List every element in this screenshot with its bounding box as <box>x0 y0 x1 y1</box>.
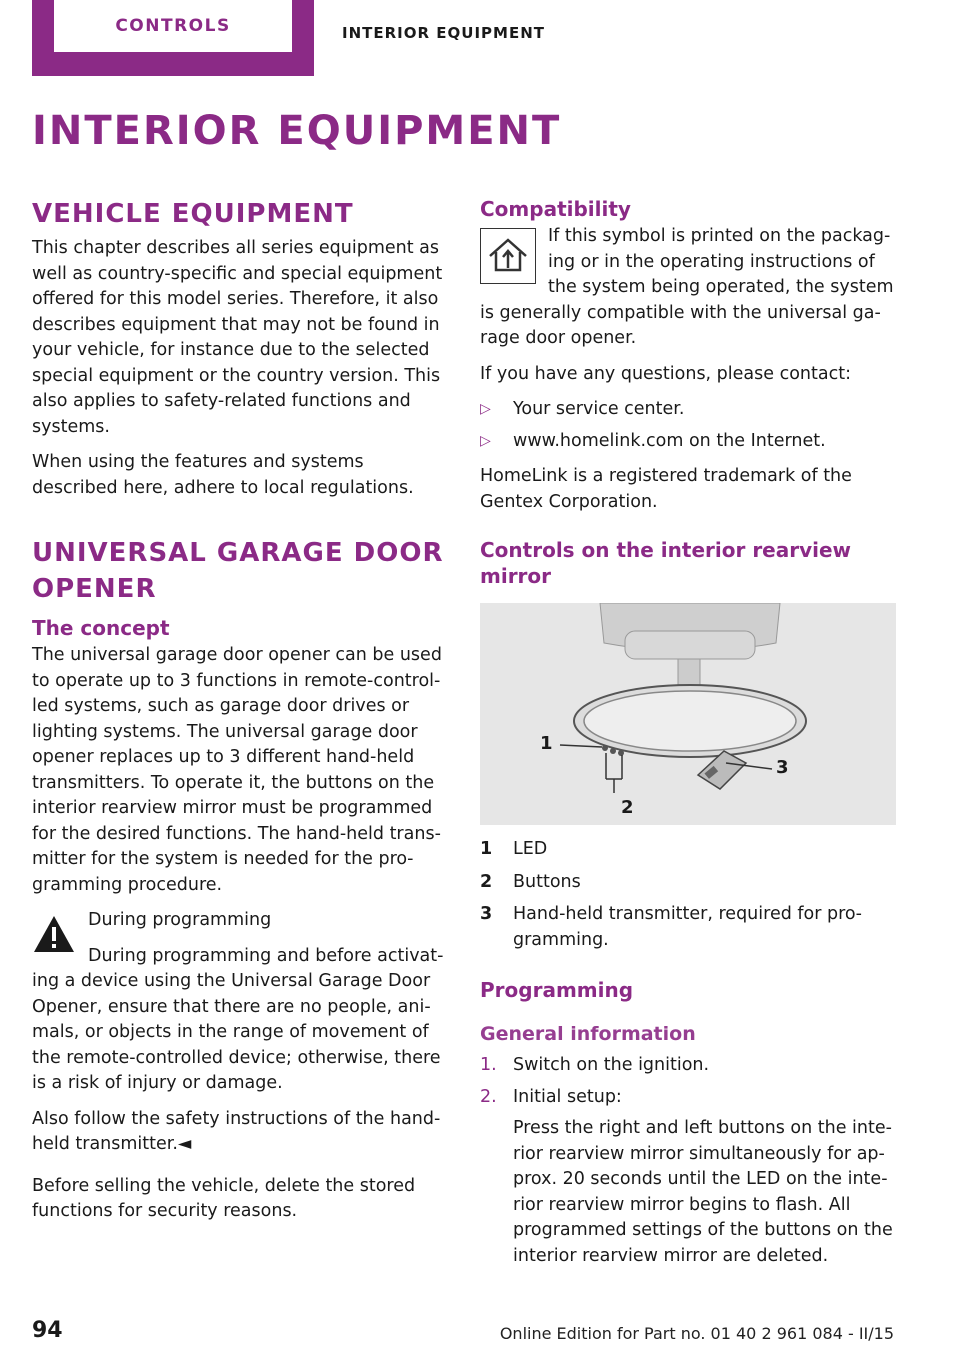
page-number: 94 <box>32 1318 63 1343</box>
warning-title: During programming <box>88 910 272 930</box>
chapter-tab-label: CONTROLS <box>115 16 231 36</box>
list-item: ▷ Your service center. <box>480 397 896 423</box>
legend-row: 2 Buttons <box>480 871 581 892</box>
warning-triangle-icon <box>32 912 76 956</box>
warning-text: During programming and before activating a device using the Universal Garage Door Opener, ensure that there are no people, animals, or objects in the range of movement of the remote-controlled device; otherwise, there is a risk of injury or damage. <box>32 945 444 1093</box>
list-item: 2. Initial setup: Press the right and left buttons on the interior rearview mirror simultaneously for approx. 20 seconds until the LED on the interior rearview mirror begins to flash. All programmed settings of the buttons on the interior rearview mirror are deleted. <box>480 1085 896 1270</box>
triangle-bullet-icon: ▷ <box>480 401 491 417</box>
general-info-heading: General information <box>480 1023 696 1045</box>
figure-label: 3 <box>776 757 789 778</box>
vehicle-paragraph-2: When using the features and systems described here, adhere to local regulations. <box>32 452 414 498</box>
controls-heading: Controls on the interior rearview mirror <box>480 538 852 588</box>
programming-heading: Programming <box>480 978 634 1002</box>
legend-row: 3 Hand-held transmitter, required for programming. <box>480 904 862 950</box>
left-column <box>32 196 448 1235</box>
concept-paragraph: The universal garage door opener can be used to operate up to 3 functions in remote-controlled systems, such as garage door drives or lighting systems. The universal garage door opener replaces up to 3 different hand-held transmitters. To operate it, the buttons on the interior rearview mirror must be programmed for the desired functions. The hand-held transmitter for the system is needed for the programming procedure. <box>32 645 442 895</box>
compatibility-paragraph: If this symbol is printed on the packaging or in the operating instructions of the system being operated, the system is generally compatible with the universal garage door opener. <box>480 226 894 348</box>
section-label: INTERIOR EQUIPMENT <box>342 24 545 42</box>
questions-paragraph: If you have any questions, please contact: <box>480 363 851 384</box>
concept-heading: The concept <box>32 616 170 640</box>
figure-label: 1 <box>540 733 553 754</box>
right-column <box>480 196 896 1275</box>
vehicle-equipment-heading: VEHICLE EQUIPMENT <box>32 199 354 229</box>
warning-follow: Also follow the safety instructions of the hand-held transmitter.◄ <box>32 1108 441 1154</box>
selling-paragraph: Before selling the vehicle, delete the stored functions for security reasons. <box>32 1175 416 1221</box>
warning-block <box>32 908 448 1158</box>
legend-row: 1 LED <box>480 839 548 859</box>
list-item: ▷ www.homelink.com on the Internet. <box>480 429 896 455</box>
ugdo-heading: UNIVERSAL GARAGE DOOR OPENER <box>32 538 444 604</box>
triangle-bullet-icon: ▷ <box>480 432 491 449</box>
contact-list <box>480 397 896 454</box>
list-item: 1. Switch on the ignition. <box>480 1055 710 1075</box>
figure-legend <box>480 837 896 953</box>
trademark-paragraph: HomeLink is a registered trademark of the Gentex Corporation. <box>480 466 852 512</box>
step-detail: Press the right and left buttons on the interior rearview mirror simultaneously for approx. 20 seconds until the LED on the interior rearview mirror begins to flash. All programmed settings of the buttons on the interior rearview mirror are deleted. <box>513 1118 893 1266</box>
rearview-mirror-figure <box>480 603 896 825</box>
programming-steps <box>480 1053 896 1269</box>
edition-footer: Online Edition for Part no. 01 40 2 961 084 - II/15 <box>499 1324 894 1343</box>
homelink-house-icon <box>480 228 536 284</box>
compatibility-heading: Compatibility <box>480 197 631 221</box>
page-title: INTERIOR EQUIPMENT <box>32 108 562 154</box>
vehicle-paragraph-1: This chapter describes all series equipment as well as country-specific and special equipment offered for this model series. Therefore, it also describes equipment that may not be found in your vehicle, for instance due to the selected special equipment or the country version. This also applies to safety-related functions and systems. <box>32 238 443 437</box>
figure-label: 2 <box>621 797 634 818</box>
